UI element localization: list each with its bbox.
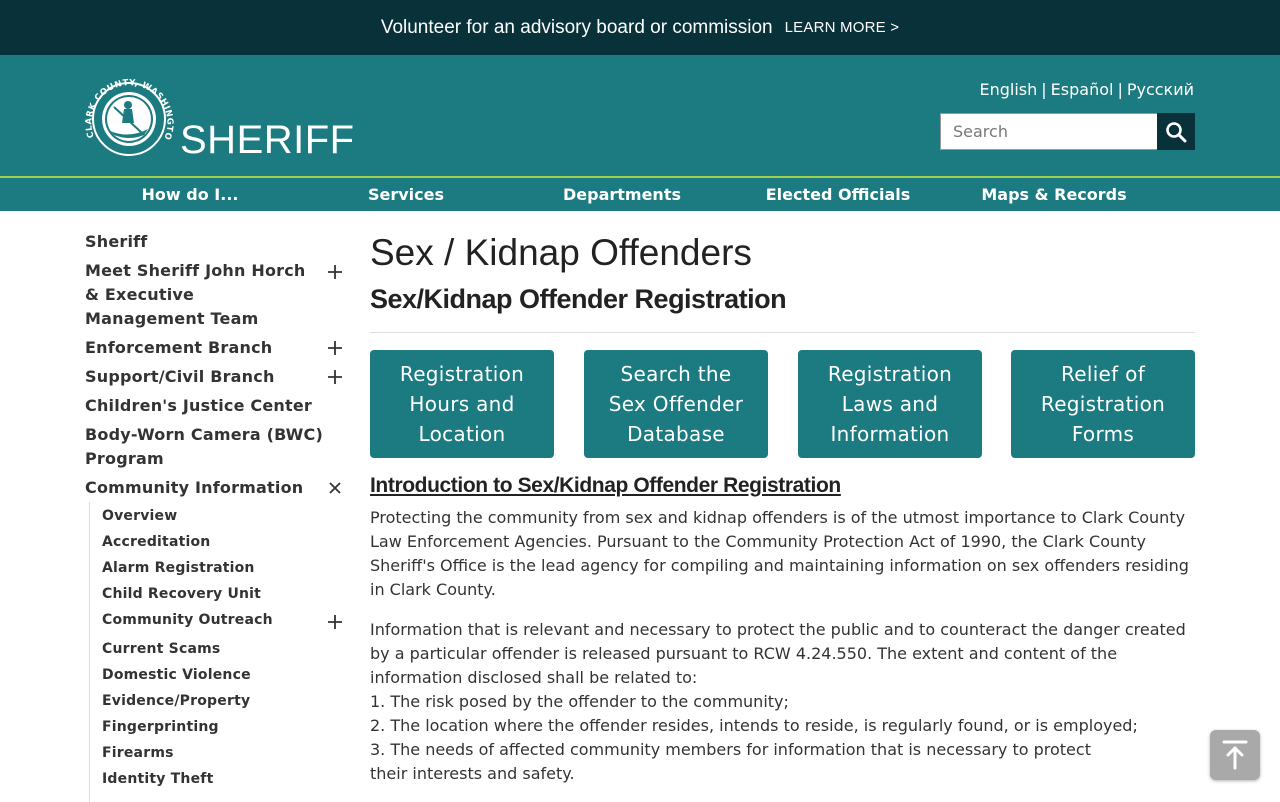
lang-russian[interactable]: Русский [1126, 80, 1194, 99]
sidebar-subitem[interactable]: Alarm Registration [102, 560, 255, 576]
banner-message: Volunteer for an advisory board or commission [380, 16, 773, 38]
plus-icon[interactable] [325, 262, 345, 282]
disclosure-item: 2. The location where the offender resides, intends to reside, is regularly found, or is employed; [370, 716, 1138, 735]
disclosure-paragraph [370, 618, 1195, 786]
sidebar-subitem[interactable]: Fingerprinting [102, 719, 219, 735]
submenu-rail [89, 502, 90, 802]
sidebar-item-sheriff[interactable]: Sheriff [85, 232, 148, 251]
sidebar-item-meet-sheriff[interactable]: Meet Sheriff John Horch & Executive Management Team [85, 261, 306, 328]
sidebar-subitem[interactable]: Firearms [102, 745, 174, 761]
search-form [940, 113, 1195, 150]
card-registration-laws[interactable]: Registration Laws and Information [798, 350, 982, 458]
intro-heading: Introduction to Sex/Kidnap Offender Registration [370, 474, 841, 497]
card-relief-forms[interactable]: Relief of Registration Forms [1011, 350, 1195, 458]
magnifier-icon [1165, 121, 1187, 143]
nav-maps-records[interactable]: Maps & Records [981, 185, 1127, 204]
search-input[interactable] [940, 113, 1157, 150]
sidebar-subitem[interactable]: Evidence/Property [102, 693, 251, 709]
plus-icon[interactable] [325, 367, 345, 387]
disclosure-item: 3. The needs of affected community members for information that is necessary to protect their interests and safety. [370, 740, 1091, 783]
sidebar-subitem[interactable]: Current Scams [102, 641, 221, 657]
card-search-database[interactable]: Search the Sex Offender Database [584, 350, 768, 458]
plus-icon[interactable] [325, 338, 345, 358]
divider [370, 332, 1195, 333]
lang-separator: | [1117, 80, 1123, 99]
page-subtitle: Sex/Kidnap Offender Registration [370, 284, 787, 314]
disclosure-text: Information that is relevant and necessary to protect the public and to counteract the danger created by a particular offender is released pursuant to RCW 4.24.550. The extent and content of the information disclosed shall be related to: [370, 620, 1186, 687]
arrow-up-to-line-icon [1221, 739, 1249, 771]
sidebar-subitem[interactable]: Accreditation [102, 534, 211, 550]
sidebar-item-body-worn-camera[interactable]: Body-Worn Camera (BWC) Program [85, 425, 323, 468]
learn-more-link[interactable]: LEARN MORE > [784, 19, 900, 36]
county-seal-icon [84, 77, 174, 161]
lang-english[interactable]: English [979, 80, 1038, 99]
back-to-top-button[interactable] [1210, 730, 1260, 780]
announcement-banner [0, 0, 1280, 55]
sidebar-subitem[interactable]: Identity Theft [102, 771, 214, 787]
disclosure-item: 1. The risk posed by the offender to the community; [370, 692, 789, 711]
lang-espanol[interactable]: Español [1050, 80, 1114, 99]
main-navigation [0, 176, 1280, 211]
site-name: SHERIFF [180, 118, 355, 162]
sidebar-item-support-civil[interactable]: Support/Civil Branch [85, 367, 275, 386]
sidebar-item-enforcement[interactable]: Enforcement Branch [85, 338, 273, 357]
sidebar-subitem[interactable]: Domestic Violence [102, 667, 251, 683]
close-icon[interactable] [325, 478, 345, 498]
card-registration-hours[interactable]: Registration Hours and Location [370, 350, 554, 458]
site-logo[interactable] [84, 77, 174, 161]
plus-icon[interactable] [325, 612, 345, 632]
logo-ring-text: CLARK COUNTY, WASHINGTO [84, 78, 174, 142]
sidebar-subitem[interactable]: Overview [102, 508, 178, 524]
page-title: Sex / Kidnap Offenders [370, 232, 752, 273]
nav-elected-officials[interactable]: Elected Officials [765, 185, 911, 204]
nav-how-do-i[interactable]: How do I... [141, 185, 239, 204]
lang-separator: | [1041, 80, 1047, 99]
quick-link-cards [370, 350, 1195, 458]
sidebar-subitem[interactable]: Child Recovery Unit [102, 586, 262, 602]
search-button[interactable] [1157, 113, 1195, 150]
site-header [0, 55, 1280, 176]
nav-departments[interactable]: Departments [562, 185, 681, 204]
sidebar-item-childrens-justice[interactable]: Children's Justice Center [85, 396, 312, 415]
language-selector [979, 80, 1194, 99]
sidebar-item-community-information[interactable]: Community Information [85, 478, 304, 497]
sidebar-subitem[interactable]: Community Outreach [102, 612, 273, 628]
nav-services[interactable]: Services [367, 185, 445, 204]
intro-paragraph: Protecting the community from sex and kidnap offenders is of the utmost importance to Clark County Law Enforcement Agencies. Pursuant to the Community Protection Act of 1990, the Clark County Sheriff's Office is the lead agency for compiling and maintaining information on sex offenders residing in Clark County. [370, 508, 1189, 599]
